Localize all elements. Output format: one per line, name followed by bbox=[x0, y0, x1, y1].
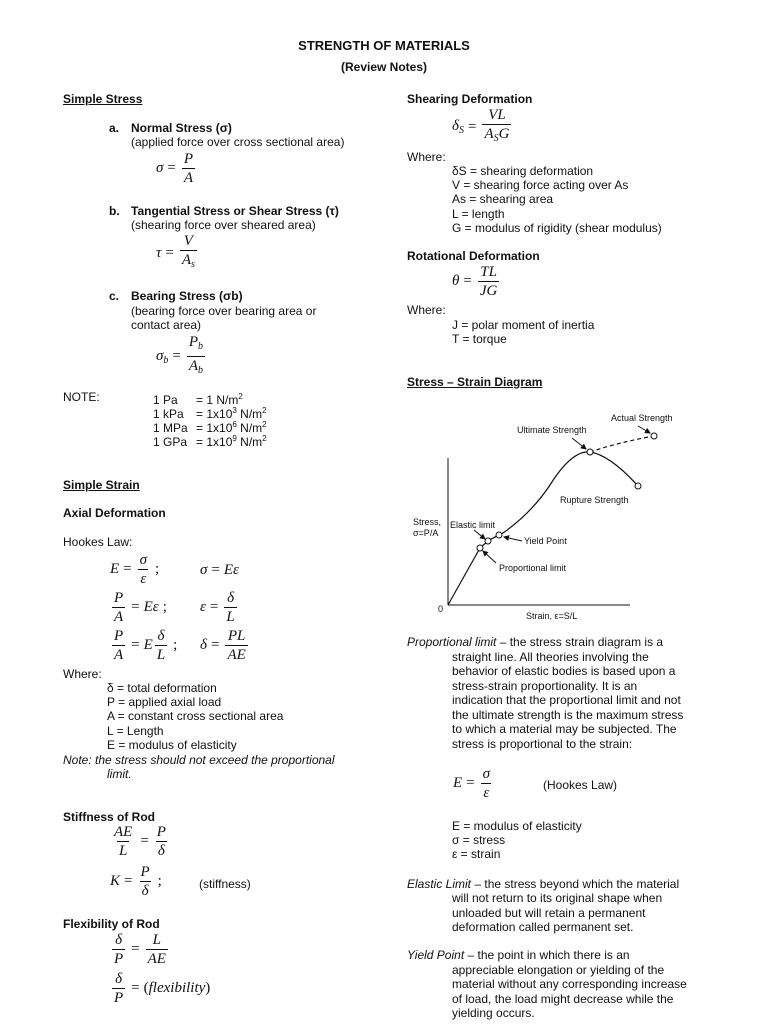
yield-point-term: Yield Point bbox=[407, 948, 465, 962]
actual-strength-label: Actual Strength bbox=[611, 413, 673, 423]
stiffness-formula-2: K = $\frac{P}{\delta}$ ; bbox=[110, 864, 162, 899]
proportional-limit-term: Proportional limit bbox=[407, 635, 497, 649]
strain-def: L = Length bbox=[107, 724, 164, 738]
unit-name: 1 GPa bbox=[153, 435, 188, 449]
para-line: appreciable elongation or yielding of the bbox=[452, 963, 665, 977]
prop-def: σ = stress bbox=[452, 833, 506, 847]
simple-strain-heading: Simple Strain bbox=[63, 478, 140, 492]
stress-strain-diagram bbox=[400, 400, 700, 630]
note-label: NOTE: bbox=[63, 390, 100, 404]
rotational-deformation-heading: Rotational Deformation bbox=[407, 249, 540, 263]
rotational-def: T = torque bbox=[452, 332, 507, 346]
strain-def: P = applied axial load bbox=[107, 695, 222, 709]
shearing-def: V = shearing force acting over As bbox=[452, 178, 629, 192]
rotational-where-label: Where: bbox=[407, 303, 446, 317]
item-b-label: b. bbox=[109, 204, 120, 218]
flexibility-formula-2: $\frac{\delta}{P}$ = ( flexibility ) bbox=[114, 971, 211, 1006]
stress-strain-heading: Stress – Strain Diagram bbox=[407, 375, 543, 389]
unit-value: = 1 N/m bbox=[196, 393, 239, 407]
strain-note-2: limit. bbox=[107, 767, 132, 781]
elastic-limit-para-1 bbox=[407, 877, 679, 891]
stiffness-heading: Stiffness of Rod bbox=[63, 810, 155, 824]
shearing-def: As = shearing area bbox=[452, 192, 554, 206]
unit-tail: N/m bbox=[236, 435, 263, 449]
actual-strength-arrow bbox=[638, 426, 650, 433]
axial-deformation-heading: Axial Deformation bbox=[63, 506, 166, 520]
normal-stress-title: Normal Stress (σ) bbox=[131, 121, 232, 135]
proportional-limit-point bbox=[477, 545, 483, 551]
hookes-formula-3: $\frac{P}{A}$ = Eε ; bbox=[114, 590, 167, 625]
page-title: STRENGTH OF MATERIALS bbox=[298, 38, 470, 53]
unit-name: 1 MPa bbox=[153, 421, 188, 435]
simple-stress-heading: Simple Stress bbox=[63, 92, 143, 106]
rotational-def: J = polar moment of inertia bbox=[452, 318, 595, 332]
para-line: indication that the proportional limit and not bbox=[452, 693, 681, 707]
normal-stress-desc: (applied force over cross sectional area) bbox=[131, 135, 345, 149]
elastic-limit-point bbox=[485, 538, 491, 544]
para-text: – the stress strain diagram is a bbox=[496, 635, 664, 649]
yield-point-label: Yield Point bbox=[524, 536, 567, 546]
para-line: straight line. All theories involving the bbox=[452, 650, 649, 664]
para-line: unloaded but will retain a permanent bbox=[452, 906, 646, 920]
rupture-strength-point bbox=[635, 483, 641, 489]
actual-strength-curve bbox=[590, 436, 654, 452]
shearing-deformation-formula: $\delta_S$ = $\frac{VL}{A_SG}$ bbox=[452, 107, 513, 147]
shearing-def: L = length bbox=[452, 207, 505, 221]
shearing-deformation-heading: Shearing Deformation bbox=[407, 92, 533, 106]
unit-pow: 6 bbox=[232, 420, 237, 429]
strain-def: A = constant cross sectional area bbox=[107, 709, 284, 723]
shearing-def: G = modulus of rigidity (shear modulus) bbox=[452, 221, 662, 235]
y-axis-label-1: Stress, bbox=[413, 517, 442, 527]
bearing-stress-formula: $\sigma_b$ = $\frac{P_b}{A_b}$ bbox=[156, 334, 207, 379]
flexibility-formula-1: $\frac{\delta}{P}$ = $\frac{L}{AE}$ bbox=[114, 932, 166, 967]
stiffness-label: (stiffness) bbox=[199, 877, 251, 891]
shearing-where-label: Where: bbox=[407, 150, 446, 164]
normal-stress-formula: σ = $\frac{P}{A}$ bbox=[156, 151, 194, 186]
shear-stress-formula: τ = $\frac{V}{A_s}$ bbox=[156, 233, 199, 273]
elastic-limit-arrow bbox=[474, 530, 485, 539]
unit-exp: 2 bbox=[238, 392, 243, 401]
bearing-stress-desc-2: contact area) bbox=[131, 318, 202, 332]
actual-strength-point bbox=[651, 433, 657, 439]
hookes-formula-1: E = $\frac{\sigma}{\varepsilon}$ ; bbox=[110, 552, 160, 587]
hookes-formula-2: σ = Eε bbox=[200, 562, 239, 578]
prop-def: ε = strain bbox=[452, 847, 501, 861]
unit-exp: 2 bbox=[262, 420, 267, 429]
x-axis-label: Strain, ε=S/L bbox=[526, 611, 578, 621]
ultimate-strength-point bbox=[587, 449, 593, 455]
ultimate-strength-arrow bbox=[572, 438, 586, 449]
shearing-def: δS = shearing deformation bbox=[452, 164, 594, 178]
bearing-stress-title: Bearing Stress (σb) bbox=[131, 289, 243, 303]
proportional-limit-label: Proportional limit bbox=[499, 563, 567, 573]
unit-name: 1 kPa bbox=[153, 407, 184, 421]
proportional-limit-arrow bbox=[483, 551, 496, 563]
para-line: material without any corresponding increase bbox=[452, 977, 687, 991]
hookes-formula-4: ε = $\frac{\delta}{L}$ bbox=[200, 590, 235, 625]
bearing-stress-desc-1: (bearing force over bearing area or bbox=[131, 304, 317, 318]
para-line: to which a material may be subjected. The bbox=[452, 722, 677, 736]
elastic-limit-label: Elastic limit bbox=[450, 520, 496, 530]
unit-value: = 1x10 bbox=[196, 421, 233, 435]
para-line: behavior of elastic bodies is based upon a bbox=[452, 664, 676, 678]
yield-point-arrow bbox=[504, 537, 522, 541]
strain-def: E = modulus of elasticity bbox=[107, 738, 237, 752]
unit-row bbox=[153, 432, 267, 449]
yield-point bbox=[496, 532, 502, 538]
para-line: of load, the load might decrease while the bbox=[452, 992, 674, 1006]
flexibility-heading: Flexibility of Rod bbox=[63, 917, 160, 931]
unit-tail: N/m bbox=[236, 407, 263, 421]
unit-value: = 1x10 bbox=[196, 435, 233, 449]
shear-stress-desc: (shearing force over sheared area) bbox=[131, 218, 316, 232]
para-line: stress-strain proportionality. It is an bbox=[452, 679, 638, 693]
origin-label: 0 bbox=[438, 604, 444, 614]
unit-exp: 2 bbox=[262, 406, 267, 415]
yield-point-para-1 bbox=[407, 948, 630, 962]
prop-def: E = modulus of elasticity bbox=[452, 819, 582, 833]
ultimate-strength-label: Ultimate Strength bbox=[517, 425, 587, 435]
proportional-limit-para-1 bbox=[407, 635, 663, 649]
unit-pow: 9 bbox=[232, 434, 237, 443]
hookes-law-formula: E = $\frac{\sigma}{\varepsilon}$ bbox=[453, 766, 491, 801]
para-line: yielding occurs. bbox=[452, 1006, 535, 1020]
page-subtitle: (Review Notes) bbox=[340, 60, 428, 74]
unit-name: 1 Pa bbox=[153, 393, 178, 407]
rotational-deformation-formula: θ = $\frac{TL}{JG}$ bbox=[452, 264, 498, 299]
para-line: will not return to its original shape when bbox=[452, 891, 663, 905]
hookes-law-label: Hookes Law: bbox=[63, 535, 133, 549]
stiffness-formula-1: $\frac{AE}{L}$ = $\frac{P}{\delta}$ bbox=[114, 824, 166, 859]
flexibility-label: flexibility bbox=[148, 980, 206, 996]
para-line: the ultimate strength is the maximum stress bbox=[452, 708, 684, 722]
hookes-formula-5: $\frac{P}{A}$ = E $\frac{\delta}{L}$ ; bbox=[114, 628, 178, 663]
shear-stress-title: Tangential Stress or Shear Stress (τ) bbox=[131, 204, 339, 218]
unit-value: = 1x10 bbox=[196, 407, 233, 421]
item-a-label: a. bbox=[109, 121, 120, 135]
strain-where-label: Where: bbox=[63, 667, 102, 681]
para-line: deformation called permanent set. bbox=[452, 920, 634, 934]
item-c-label: c. bbox=[109, 289, 120, 303]
unit-pow: 3 bbox=[232, 406, 237, 415]
unit-tail: N/m bbox=[236, 421, 263, 435]
strain-note-1: Note: the stress should not exceed the proportional bbox=[63, 753, 335, 767]
rupture-strength-label: Rupture Strength bbox=[560, 495, 629, 505]
para-text: – the stress beyond which the material bbox=[471, 877, 680, 891]
y-axis-label-2: σ=P/A bbox=[413, 528, 439, 538]
para-text: – the point in which there is an bbox=[464, 948, 630, 962]
elastic-limit-term: Elastic Limit bbox=[407, 877, 472, 891]
unit-exp: 2 bbox=[262, 434, 267, 443]
para-line: stress is proportional to the strain: bbox=[452, 737, 633, 751]
hookes-law-note: (Hookes Law) bbox=[543, 778, 618, 792]
hookes-formula-6: δ = $\frac{PL}{AE}$ bbox=[200, 628, 246, 663]
strain-def: δ = total deformation bbox=[107, 681, 217, 695]
